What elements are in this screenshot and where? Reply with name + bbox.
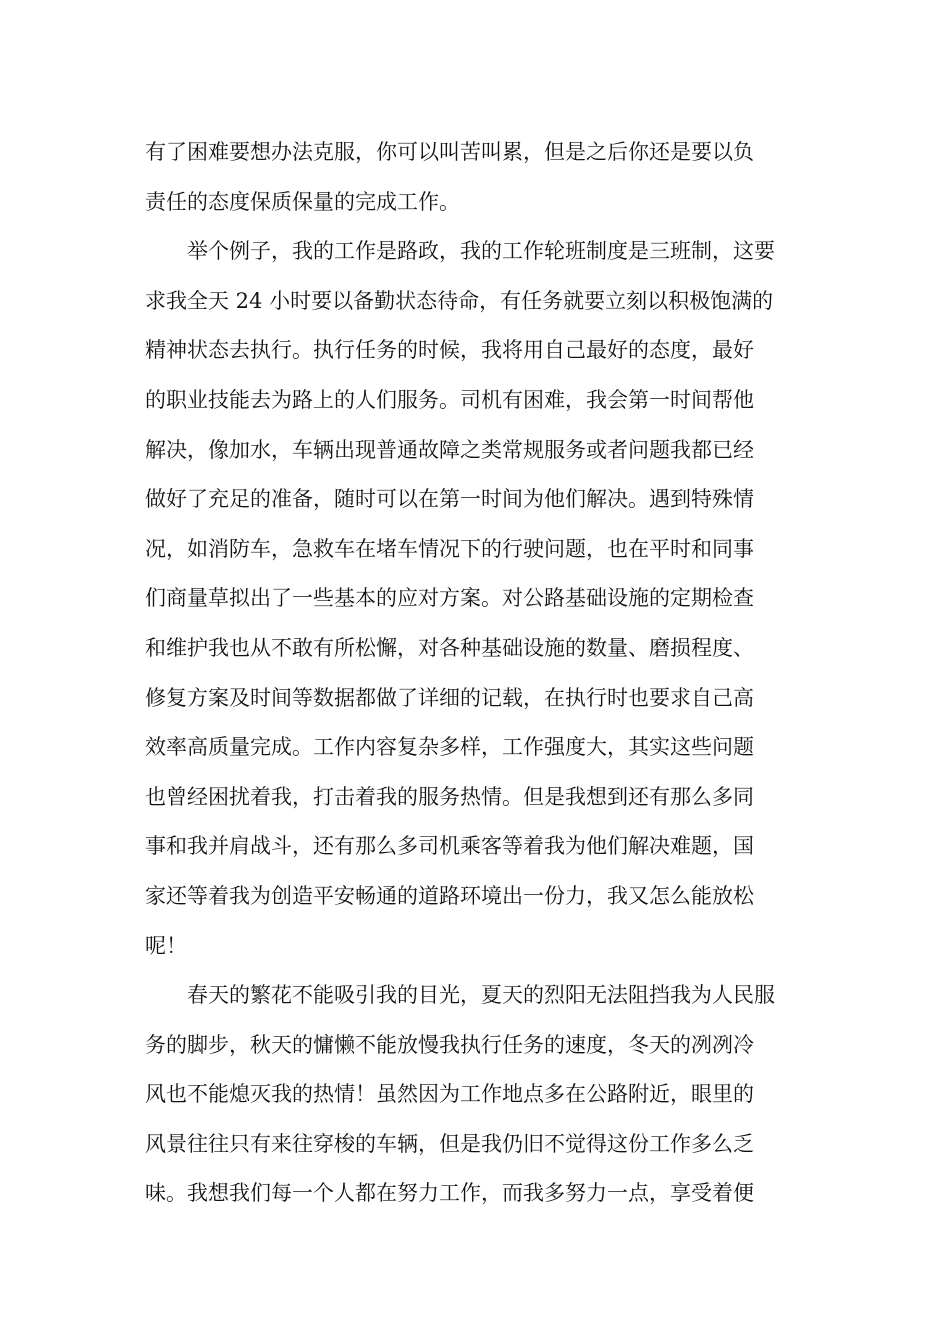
text-line: 呢！ bbox=[145, 933, 187, 958]
text-line: 做好了充足的准备，随时可以在第一时间为他们解决。遇到特殊情 bbox=[145, 487, 754, 512]
text-line: 效率高质量完成。工作内容复杂多样，工作强度大，其实这些问题 bbox=[145, 735, 754, 760]
text-line: 家还等着我为创造平安畅通的道路环境出一份力，我又怎么能放松 bbox=[145, 883, 754, 908]
text-line: 和维护我也从不敢有所松懈，对各种基础设施的数量、磨损程度、 bbox=[145, 635, 754, 660]
text-line: 责任的态度保质保量的完成工作。 bbox=[145, 189, 460, 214]
text-line: 春天的繁花不能吸引我的目光，夏天的烈阳无法阻挡我为人民服 bbox=[145, 983, 775, 1008]
text-line: 精神状态去执行。执行任务的时候，我将用自己最好的态度，最好 bbox=[145, 338, 754, 363]
text-line: 解决，像加水，车辆出现普通故障之类常规服务或者问题我都已经 bbox=[145, 437, 754, 462]
document-body bbox=[145, 128, 815, 1219]
text-line: 也曾经困扰着我，打击着我的服务热情。但是我想到还有那么多同 bbox=[145, 784, 754, 809]
text-line: 的职业技能去为路上的人们服务。司机有困难，我会第一时间帮他 bbox=[145, 387, 754, 412]
text-line: 举个例子，我的工作是路政，我的工作轮班制度是三班制，这要 bbox=[145, 239, 775, 264]
text-line: 有了困难要想办法克服，你可以叫苦叫累，但是之后你还是要以负 bbox=[145, 140, 754, 164]
text-line: 务的脚步，秋天的慵懒不能放慢我执行任务的速度，冬天的冽冽冷 bbox=[145, 1032, 754, 1057]
paragraph-3 bbox=[145, 971, 815, 1219]
text-line: 事和我并肩战斗，还有那么多司机乘客等着我为他们解决难题，国 bbox=[145, 834, 754, 859]
paragraph-2 bbox=[145, 227, 815, 971]
text-line: 修复方案及时间等数据都做了详细的记载，在执行时也要求自己高 bbox=[145, 685, 754, 710]
text-line: 风也不能熄灭我的热情！虽然因为工作地点多在公路附近，眼里的 bbox=[145, 1082, 754, 1107]
text-line: 们商量草拟出了一些基本的应对方案。对公路基础设施的定期检查 bbox=[145, 586, 754, 611]
paragraph-1 bbox=[145, 128, 815, 227]
text-line: 况，如消防车，急救车在堵车情况下的行驶问题，也在平时和同事 bbox=[145, 536, 754, 561]
text-line: 味。我想我们每一个人都在努力工作，而我多努力一点，享受着便 bbox=[145, 1181, 754, 1206]
text-line: 求我全天 24 小时要以备勤状态待命，有任务就要立刻以积极饱满的 bbox=[145, 288, 774, 313]
text-line: 风景往往只有来往穿梭的车辆，但是我仍旧不觉得这份工作多么乏 bbox=[145, 1131, 754, 1156]
